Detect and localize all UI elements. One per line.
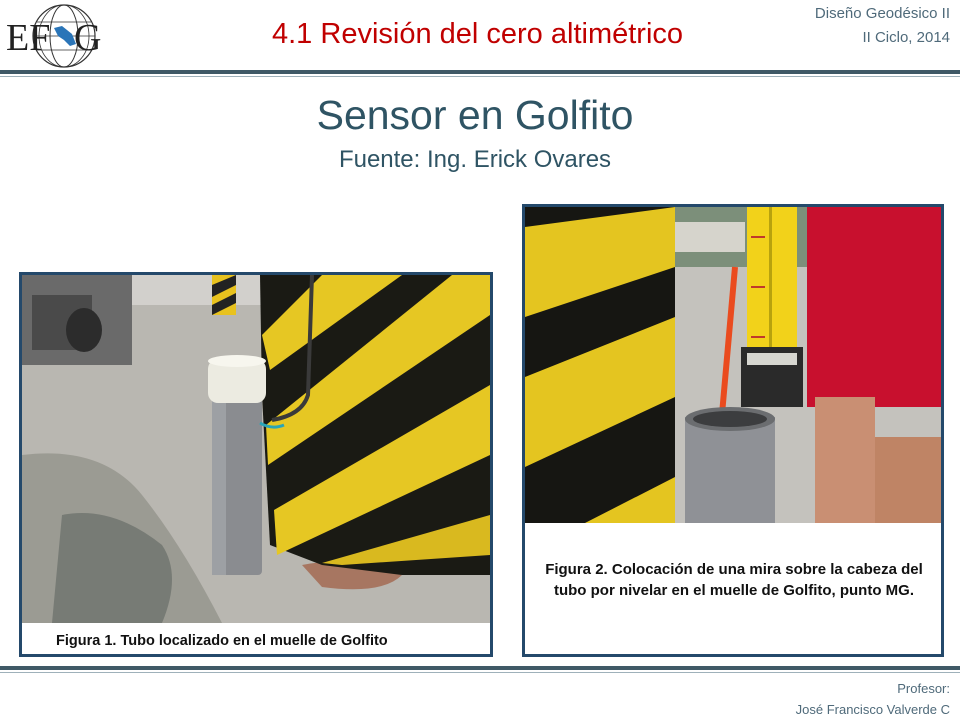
slide-subtitle: Fuente: Ing. Erick Ovares xyxy=(338,146,612,173)
header-title: 4.1 Revisión del cero altimétrico xyxy=(272,18,684,50)
slide-title: Sensor en Golfito xyxy=(316,92,634,138)
header-rule-thin xyxy=(0,76,960,77)
course-name: Diseño Geodésico II xyxy=(814,5,950,22)
footer-rule-thin xyxy=(0,672,960,673)
figure-2-caption: Figura 2. Colocación de una mira sobre la cabeza del tubo por nivelar en el muelle de Golfito, punto MG. xyxy=(545,561,923,599)
footer-label: Profesor: xyxy=(897,681,950,696)
footer xyxy=(796,678,950,720)
figure-2 xyxy=(522,204,944,657)
professor-name: José Francisco Valverde C xyxy=(795,702,950,717)
photo-pipe-at-pier xyxy=(22,275,490,623)
svg-text:EF: EF xyxy=(6,17,51,59)
figure-1-caption: Figura 1. Tubo localizado en el muelle de Golfito xyxy=(56,633,388,649)
course-info xyxy=(815,2,950,50)
course-term: II Ciclo, 2014 xyxy=(862,29,950,46)
efgg-logo xyxy=(2,2,120,70)
svg-text:G: G xyxy=(74,17,102,59)
footer-rule xyxy=(0,666,960,670)
header-rule xyxy=(0,70,960,74)
photo-leveling-rod-on-pipe xyxy=(525,207,941,523)
figure-1 xyxy=(19,272,493,657)
